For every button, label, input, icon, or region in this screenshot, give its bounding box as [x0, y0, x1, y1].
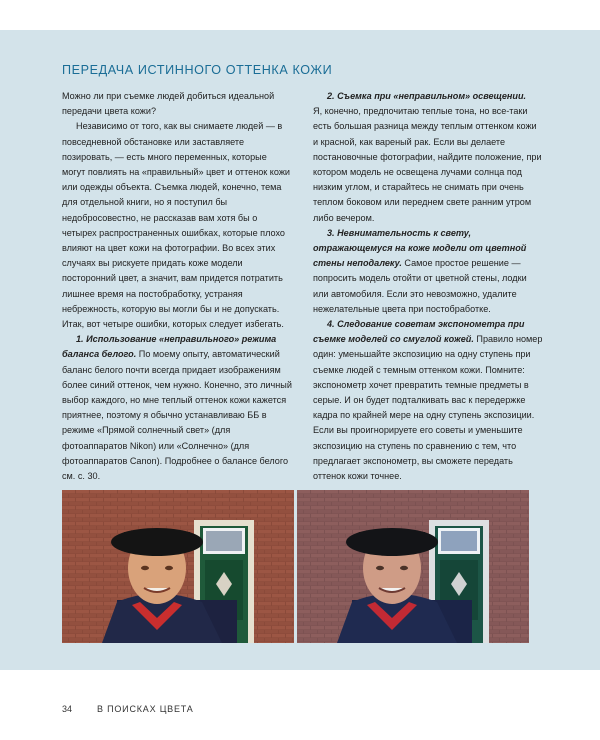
tip-4-body: Правило номер один: уменьшайте экспозицию на одну ступень при съемке людей с темным оттенком кожи. Помните: экспонометр хочет превратить темные предметы в серые. И он будет подталкивать вас к передержке кадра по крайней мере на одну ступень экспозиции. Если вы проигнорируете его советы и уменьшите экспозицию на ступень по сравнению с тем, что предлагает экспонометр, вы сможете передать оттенок кожи точнее.: [313, 334, 543, 482]
tip-3: [313, 226, 543, 317]
body-paragraph: Независимо от того, как вы снимаете людей — в повседневной обстановке или заставляете позировать, — есть много переменных, которые могут повлиять на «правильный» цвет и оттенок кожи или одежды объекта. Съемка людей, конечно, тема для отдельной книги, но я поступил бы недобросовестно, не рассказав вам хотя бы о четырех распространенных ошибках, которые плохо влияют на цвет кожи на фотографии. Во всех этих случаях вы рискуете придать коже модели посторонний цвет, а значит, вам придется потратить лишнее время на постобработку, устраняя небрежность, которую вы могли бы и не допускать. Итак, вот четыре ошибки, которых следует избегать.: [62, 121, 291, 330]
tip-2-heading-line: [313, 89, 543, 104]
tip-1-body: По моему опыту, автоматический баланс белого почти всегда придает изображениям более синий оттенок, чем нужно. Конечно, это личный выбор каждого, но мне теплый оттенок кожи кажется приятнее, поэтому я обычно устанавливаю ББ в режиме «Прямой солнечный свет» (для фотоаппаратов Nikon) или «Солнечно» (для фотоаппаратов Canon). Подробнее о балансе белого см. с. 30.: [62, 349, 292, 482]
tip-3-heading: 3. Невнимательность к свету, отражающемуся на коже модели от цветной стены неподалеку.: [313, 227, 527, 269]
tip-4-heading: 4. Следование советам экспонометра при съемке моделей со смуглой кожей.: [313, 319, 525, 345]
page-number: 34: [62, 704, 73, 714]
top-margin: [0, 0, 600, 30]
right-column: [313, 89, 543, 484]
tip-1: [62, 332, 292, 484]
tip-1-heading: 1. Использование «неправильного» режима баланса белого.: [62, 334, 277, 360]
photo-cool-portrait: [297, 490, 529, 643]
running-head: В ПОИСКАХ ЦВЕТА: [97, 704, 194, 714]
intro-paragraph: Можно ли при съемке людей добиться идеальной передачи цвета кожи?: [62, 91, 275, 117]
left-column: [62, 89, 292, 484]
tip-3-body: Самое простое решение — попросить модель отойти от цветной стены, лодки или автомобиля. Если это невозможно, удалите нежелательные цвета при постобработке.: [313, 258, 527, 314]
photo-warm-portrait: [62, 490, 294, 643]
tip-4: [313, 317, 543, 484]
page-title: ПЕРЕДАЧА ИСТИННОГО ОТТЕНКА КОЖИ: [62, 63, 333, 77]
tip-2-body: Я, конечно, предпочитаю теплые тона, но все-таки есть большая разница между теплым оттенком кожи и красной, как вареный рак. Если вы делаете постановочные фотографии, найдите положение, при котором модель не освещена лучами солнца под низким углом, и старайтесь не снимать при очень теплом боковом или переднем свете ранним утром либо вечером.: [313, 106, 542, 223]
tip-2-heading: 2. Съемка при «неправильном» освещении.: [327, 91, 527, 101]
